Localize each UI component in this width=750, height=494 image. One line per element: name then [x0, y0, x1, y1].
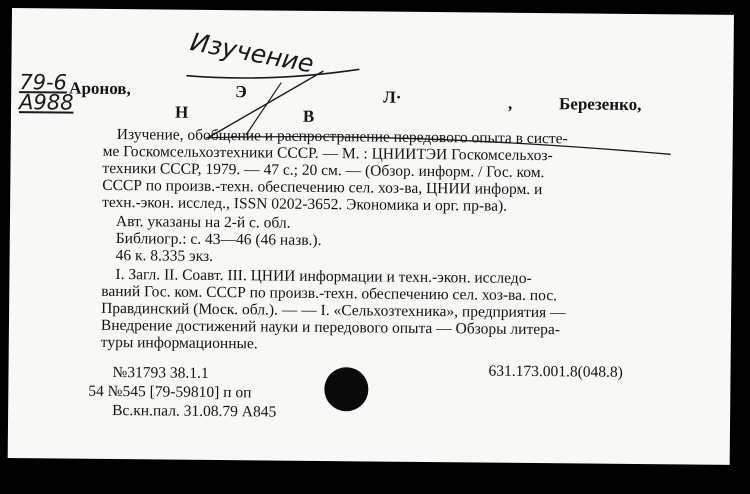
- tracing-line-3: Правдинский (Моск. обл.). — — I. «Сельхозтехника», предприятия —: [101, 299, 566, 322]
- body-line-2: ме Госкомсельхозтехники СССР. — М. : ЦНИИТЭИ Госкомсельхоз-: [102, 142, 553, 165]
- handwritten-call-number-top: 79-6: [19, 70, 68, 95]
- tracing-line-4: Внедрение достижений науки и передового опыта — Обзоры литера-: [100, 316, 561, 339]
- footer-line-3: Вс.кн.пал. 31.08.79 А845: [112, 401, 277, 421]
- author2-surname: Березенко,: [559, 94, 642, 115]
- initial-v: В: [302, 106, 315, 126]
- tracing-line-2: ваний Гос. ком. СССР по произв.-техн. обеспечению сел. хоз-ва. пос.: [101, 282, 558, 305]
- tracing-line-1: I. Загл. II. Соавт. III. ЦНИИ информации и техн.-экон. исследо-: [115, 266, 532, 288]
- handwritten-call-number-bottom: А988: [18, 90, 74, 115]
- author1-surname: Аронов,: [69, 78, 131, 99]
- tracing-line-5: туры информационные.: [100, 333, 258, 353]
- note-price-copies: 46 к. 8.335 экз.: [115, 247, 214, 265]
- initial-e: Э: [235, 82, 247, 102]
- body-line-4: СССР по произв.-техн. обеспечению сел. хоз-ва, ЦНИИ информ. и: [102, 176, 543, 199]
- initial-l: Л·: [383, 87, 402, 107]
- body-line-5: техн.-экон. исслед., ISSN 0202-3652. Экономика и орг. пр-ва).: [102, 193, 508, 215]
- note-bibliography: Библиогр.: с. 43—46 (46 назв.).: [115, 230, 322, 249]
- card-number: №31793 38.1.1: [112, 363, 209, 382]
- body-line-1: Изучение, обобщение и распространение передового опыта в систе-: [116, 126, 568, 148]
- comma: ,: [508, 93, 513, 113]
- note-authors: Авт. указаны на 2-й с. обл.: [115, 213, 291, 232]
- body-line-3: техники СССР, 1979. — 47 с.; 20 см. — (Обзор. информ. / Гос. ком.: [102, 159, 545, 182]
- punch-hole: [324, 367, 368, 411]
- udc-classification: 631.173.001.8(048.8): [488, 362, 623, 381]
- initial-n: Н: [174, 102, 189, 122]
- catalog-card: [8, 8, 734, 465]
- footer-line-2: 54 №545 [79-59810] п оп: [88, 382, 252, 402]
- handwritten-annotation: Изучение: [187, 27, 317, 79]
